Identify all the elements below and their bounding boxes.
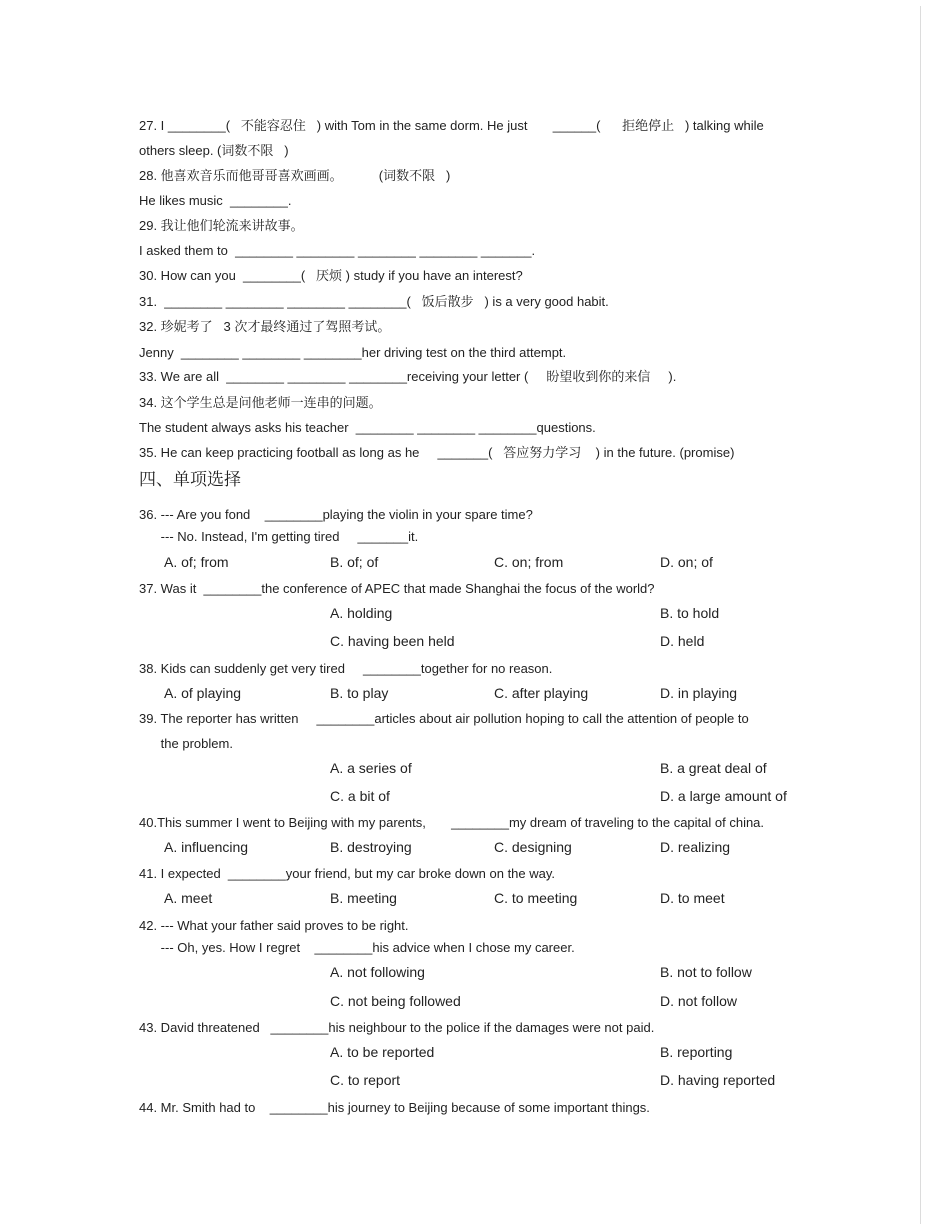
q42-response: --- Oh, yes. How I regret ________his advice when I chose my career. — [139, 940, 575, 955]
q34-chinese: 34. 这个学生总是问他老师一连串的问题。 — [139, 395, 382, 410]
q29-english: I asked them to ________ ________ ________ ________ _______. — [139, 243, 536, 258]
q27-line-2: others sleep. (词数不限 ) — [139, 143, 289, 158]
q41-question: 41. I expected ________your friend, but my car broke down on the way. — [139, 866, 556, 881]
q38-option-b[interactable]: B. to play — [330, 685, 389, 701]
q38-option-d[interactable]: D. in playing — [660, 685, 738, 701]
q37-option-c[interactable]: C. having been held — [330, 633, 455, 649]
q34-english: The student always asks his teacher ________ ________ ________questions. — [139, 420, 596, 435]
q33-line: 33. We are all ________ ________ ________receiving your letter ( 盼望收到你的来信 ). — [139, 369, 677, 384]
q36-response: --- No. Instead, I'm getting tired _______it. — [139, 529, 419, 544]
q29-chinese: 29. 我让他们轮流来讲故事。 — [139, 218, 304, 233]
q42-option-a[interactable]: A. not following — [330, 964, 425, 980]
page-edge-divider — [920, 6, 921, 1224]
q41-option-c[interactable]: C. to meeting — [494, 890, 578, 906]
q40-option-d[interactable]: D. realizing — [660, 839, 731, 855]
q43-question: 43. David threatened ________his neighbour to the police if the damages were not paid. — [139, 1020, 655, 1035]
q38-option-c[interactable]: C. after playing — [494, 685, 589, 701]
q43-option-a[interactable]: A. to be reported — [330, 1044, 435, 1060]
q41-option-d[interactable]: D. to meet — [660, 890, 725, 906]
q42-question: 42. --- What your father said proves to be right. — [139, 918, 409, 933]
q39-question: 39. The reporter has written ________articles about air pollution hoping to call the attention of people to — [139, 711, 749, 726]
q27-line-1: 27. I ________( 不能容忍住 ) with Tom in the same dorm. He just ______( 拒绝停止 ) talking while — [139, 118, 764, 133]
q32-chinese: 32. 珍妮考了 3 次才最终通过了驾照考试。 — [139, 319, 391, 334]
q37-option-d[interactable]: D. held — [660, 633, 705, 649]
q28-english: He likes music ________. — [139, 193, 292, 208]
q31-line: 31. ________ ________ ________ ________( 饭后散步 ) is a very good habit. — [139, 294, 609, 309]
q42-option-c[interactable]: C. not being followed — [330, 993, 461, 1009]
q37-question: 37. Was it ________the conference of APEC that made Shanghai the focus of the world? — [139, 581, 655, 596]
q39-question-cont: the problem. — [139, 736, 233, 751]
q36-option-a[interactable]: A. of; from — [164, 554, 229, 570]
q43-option-c[interactable]: C. to report — [330, 1072, 401, 1088]
q39-option-c[interactable]: C. a bit of — [330, 788, 390, 804]
q35-line: 35. He can keep practicing football as long as he _______( 答应努力学习 ) in the future. (promise) — [139, 445, 735, 460]
q30-line: 30. How can you ________( 厌烦 ) study if you have an interest? — [139, 268, 523, 283]
q40-option-b[interactable]: B. destroying — [330, 839, 412, 855]
q37-option-b[interactable]: B. to hold — [660, 605, 720, 621]
q42-option-d[interactable]: D. not follow — [660, 993, 738, 1009]
q40-option-a[interactable]: A. influencing — [164, 839, 249, 855]
q40-option-c[interactable]: C. designing — [494, 839, 572, 855]
q43-option-d[interactable]: D. having reported — [660, 1072, 776, 1088]
q36-option-b[interactable]: B. of; of — [330, 554, 379, 570]
q32-english: Jenny ________ ________ ________her driving test on the third attempt. — [139, 345, 567, 360]
q41-option-a[interactable]: A. meet — [164, 890, 213, 906]
q36-option-d[interactable]: D. on; of — [660, 554, 713, 570]
q39-option-a[interactable]: A. a series of — [330, 760, 412, 776]
section-title: 四、单项选择 — [139, 470, 241, 490]
q41-option-b[interactable]: B. meeting — [330, 890, 397, 906]
q40-question: 40.This summer I went to Beijing with my parents, ________my dream of traveling to the capital of china. — [139, 815, 765, 830]
q38-question: 38. Kids can suddenly get very tired ________together for no reason. — [139, 661, 553, 676]
q36-option-c[interactable]: C. on; from — [494, 554, 564, 570]
q36-question: 36. --- Are you fond ________playing the violin in your spare time? — [139, 507, 533, 522]
q44-question: 44. Mr. Smith had to ________his journey to Beijing because of some important things. — [139, 1100, 650, 1115]
q39-option-b[interactable]: B. a great deal of — [660, 760, 767, 776]
q28-chinese: 28. 他喜欢音乐而他哥哥喜欢画画。 (词数不限 ) — [139, 168, 451, 183]
q39-option-d[interactable]: D. a large amount of — [660, 788, 787, 804]
q43-option-b[interactable]: B. reporting — [660, 1044, 733, 1060]
q38-option-a[interactable]: A. of playing — [164, 685, 242, 701]
q37-option-a[interactable]: A. holding — [330, 605, 393, 621]
q42-option-b[interactable]: B. not to follow — [660, 964, 752, 980]
